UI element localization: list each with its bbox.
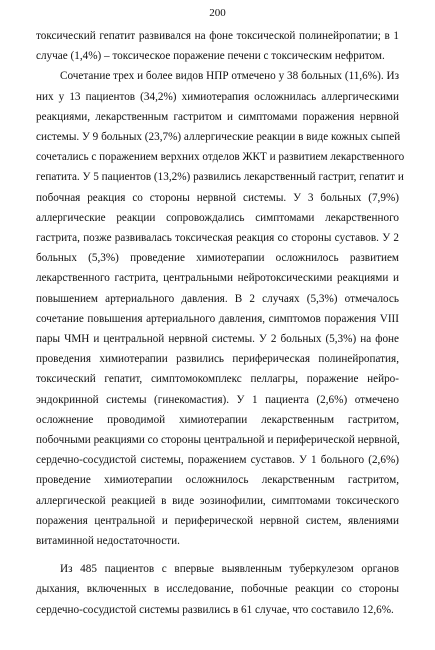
text-line: поражения центральной и периферической нервной систем, явлениями <box>36 514 399 527</box>
document-body <box>36 26 405 620</box>
text-line: витаминной недостаточности. <box>36 535 180 548</box>
text-line: проведения химиотерапии развились периферическая полинейропатия, <box>36 353 399 366</box>
text-line: аллергической реакцией в виде эозинофилии, симптомами токсического <box>36 494 399 507</box>
text-line: сочетались с поражением верхних отделов ЖКТ и развитием лекарственного <box>36 151 405 164</box>
page-number: 200 <box>209 7 226 19</box>
paragraph <box>36 26 399 66</box>
paragraph <box>36 559 399 620</box>
text-line: осложнение проводимой химиотерапии лекарственным гастритом, <box>36 413 399 426</box>
text-line: гастрита, позже развивалась токсическая реакция со стороны суставов. У 2 <box>36 232 399 245</box>
text-line: эндокринной системы (гинекомастия). У 1 пациента (2,6%) отмечено <box>36 393 399 406</box>
text-line: сердечно-сосудистой системы развились в 61 случае, что составило 12,6%. <box>36 603 394 616</box>
text-line: пары ЧМН и центральной нервной системы. У 2 больных (5,3%) на фоне <box>36 333 399 346</box>
text-line: них у 13 пациентов (34,2%) химиотерапия осложнилась аллергическими <box>36 90 399 103</box>
text-line: токсический гепатит развивался на фоне токсической полинейропатии; в 1 <box>36 30 399 42</box>
text-line: дыхания, включенных в исследование, побочные реакции со стороны <box>36 583 399 596</box>
text-line: побочная реакция со стороны нервной системы. У 3 больных (7,9%) <box>36 191 399 204</box>
text-line: больных (5,3%) проведение химиотерапии осложнилось развитием <box>36 252 399 265</box>
text-line: реакциями, лекарственным гастритом и симптомами поражения нервной <box>36 110 399 123</box>
text-line: токсический гепатит, симптомокомплекс пеллагры, поражение нейро- <box>36 373 399 386</box>
text-line: аллергические реакции сопровождались симптомами лекарственного <box>36 211 399 224</box>
paragraph <box>36 66 405 551</box>
text-line: системы. У 9 больных (23,7%) аллергические реакции в виде кожных сыпей <box>36 131 401 144</box>
text-line: побочными реакциями со стороны центральной и периферической нервной, <box>36 434 400 447</box>
text-line: лекарственного гастрита, центральными нейротоксическими реакциями и <box>36 272 399 285</box>
text-line: Из 485 пациентов с впервые выявленным туберкулезом органов <box>60 563 399 576</box>
text-line: проведение химиотерапии осложнилось лекарственным гастритом, <box>36 474 399 487</box>
text-line: гепатита. У 5 пациентов (13,2%) развились лекарственный гастрит, гепатит и <box>36 171 404 184</box>
text-line: повышением артериального давления. В 2 случаях (5,3%) отмечалось <box>36 292 399 305</box>
text-line: случае (1,4%) – токсическое поражение печени с токсическим нефритом. <box>36 50 385 63</box>
text-line: сердечно-сосудистой системы, поражением суставов. У 1 больного (2,6%) <box>36 454 399 467</box>
text-line: Сочетание трех и более видов НПР отмечено у 38 больных (11,6%). Из <box>60 70 399 83</box>
paragraph-gap <box>36 551 399 559</box>
text-line: сочетание повышения артериального давления, симптомов поражения VIII <box>36 312 399 325</box>
